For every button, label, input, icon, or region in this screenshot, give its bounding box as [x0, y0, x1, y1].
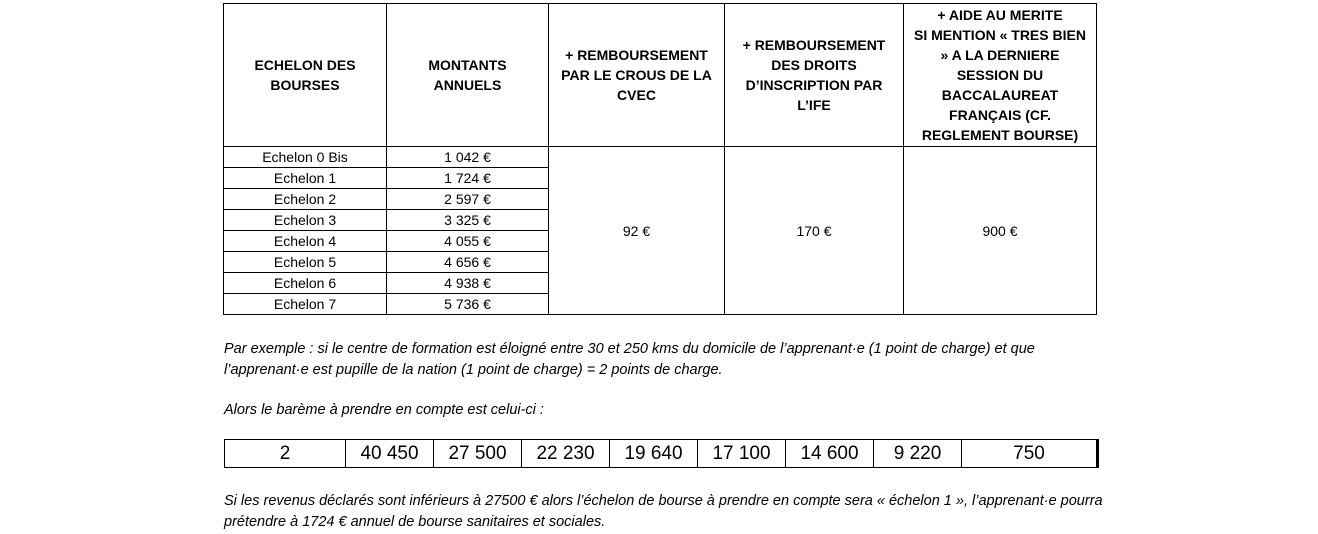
- header-line: BOURSES: [270, 77, 340, 93]
- header-line: L’IFE: [797, 97, 831, 113]
- header-line: DES DROITS: [771, 57, 857, 73]
- example-paragraph: Par exemple : si le centre de formation est éloigné entre 30 et 250 kms du domicile de l’apprenant·e (1 point de charge) et que l’apprenant·e est pupille de la nation (1 point de charge) = 2 points de charge.: [224, 341, 1035, 378]
- header-line: ANNUELS: [433, 77, 502, 93]
- montant-cell: 1 042 €: [387, 147, 549, 168]
- bareme-table: [224, 439, 1099, 468]
- header-droits: [725, 4, 904, 147]
- bareme-cell: 22 230: [522, 440, 610, 468]
- table-row: [224, 147, 1097, 168]
- header-line: FRANÇAIS (CF.: [949, 107, 1051, 123]
- echelon-cell: Echelon 5: [224, 252, 387, 273]
- header-line: + REMBOURSEMENT: [742, 37, 886, 53]
- bareme-cell: 750: [962, 440, 1098, 468]
- header-line: MONTANTS: [428, 57, 507, 73]
- bareme-cell: 19 640: [610, 440, 698, 468]
- header-line: SI MENTION « TRES BIEN: [914, 27, 1086, 43]
- montant-cell: 4 656 €: [387, 252, 549, 273]
- bareme-cell: 40 450: [346, 440, 434, 468]
- echelon-cell: Echelon 7: [224, 294, 387, 315]
- header-cvec: [549, 4, 725, 147]
- echelon-cell: Echelon 4: [224, 231, 387, 252]
- header-line: » A LA DERNIERE: [940, 47, 1060, 63]
- bareme-intro: Alors le barème à prendre en compte est celui-ci :: [224, 402, 544, 418]
- montant-cell: 3 325 €: [387, 210, 549, 231]
- header-line: D’INSCRIPTION PAR: [745, 77, 883, 93]
- montant-cell: 1 724 €: [387, 168, 549, 189]
- cvec-cell: 92 €: [549, 147, 725, 315]
- echelon-cell: Echelon 3: [224, 210, 387, 231]
- aide-merite-cell: 900 €: [904, 147, 1097, 315]
- echelon-cell: Echelon 6: [224, 273, 387, 294]
- header-aide-merite: [904, 4, 1097, 147]
- montant-cell: 2 597 €: [387, 189, 549, 210]
- bareme-row: [225, 440, 1098, 468]
- bareme-cell: 2: [225, 440, 346, 468]
- header-line: ECHELON DES: [254, 57, 356, 73]
- bourse-table: [223, 3, 1097, 315]
- header-line: CVEC: [617, 87, 656, 103]
- bareme-cell: 17 100: [698, 440, 786, 468]
- header-line: REGLEMENT BOURSE): [921, 127, 1079, 143]
- header-echelon: [224, 4, 387, 147]
- montant-cell: 4 938 €: [387, 273, 549, 294]
- header-line: BACCALAUREAT: [941, 87, 1059, 103]
- echelon-cell: Echelon 1: [224, 168, 387, 189]
- bareme-cell: 27 500: [434, 440, 522, 468]
- montant-cell: 4 055 €: [387, 231, 549, 252]
- echelon-cell: Echelon 0 Bis: [224, 147, 387, 168]
- header-row: [224, 4, 1097, 147]
- montant-cell: 5 736 €: [387, 294, 549, 315]
- droits-cell: 170 €: [725, 147, 904, 315]
- conclusion-paragraph: Si les revenus déclarés sont inférieurs à 27500 € alors l’échelon de bourse à prendre en compte sera « échelon 1 », l’apprenant·e pourra prétendre à 1724 € annuel de bourse sanitaires et sociales.: [224, 493, 1103, 530]
- header-line: + REMBOURSEMENT: [565, 47, 708, 63]
- header-line: + AIDE AU MERITE: [937, 7, 1063, 23]
- header-montants: [387, 4, 549, 147]
- echelon-cell: Echelon 2: [224, 189, 387, 210]
- header-line: PAR LE CROUS DE LA: [561, 67, 712, 83]
- header-line: SESSION DU: [956, 67, 1044, 83]
- bareme-cell: 14 600: [786, 440, 874, 468]
- bareme-cell: 9 220: [874, 440, 962, 468]
